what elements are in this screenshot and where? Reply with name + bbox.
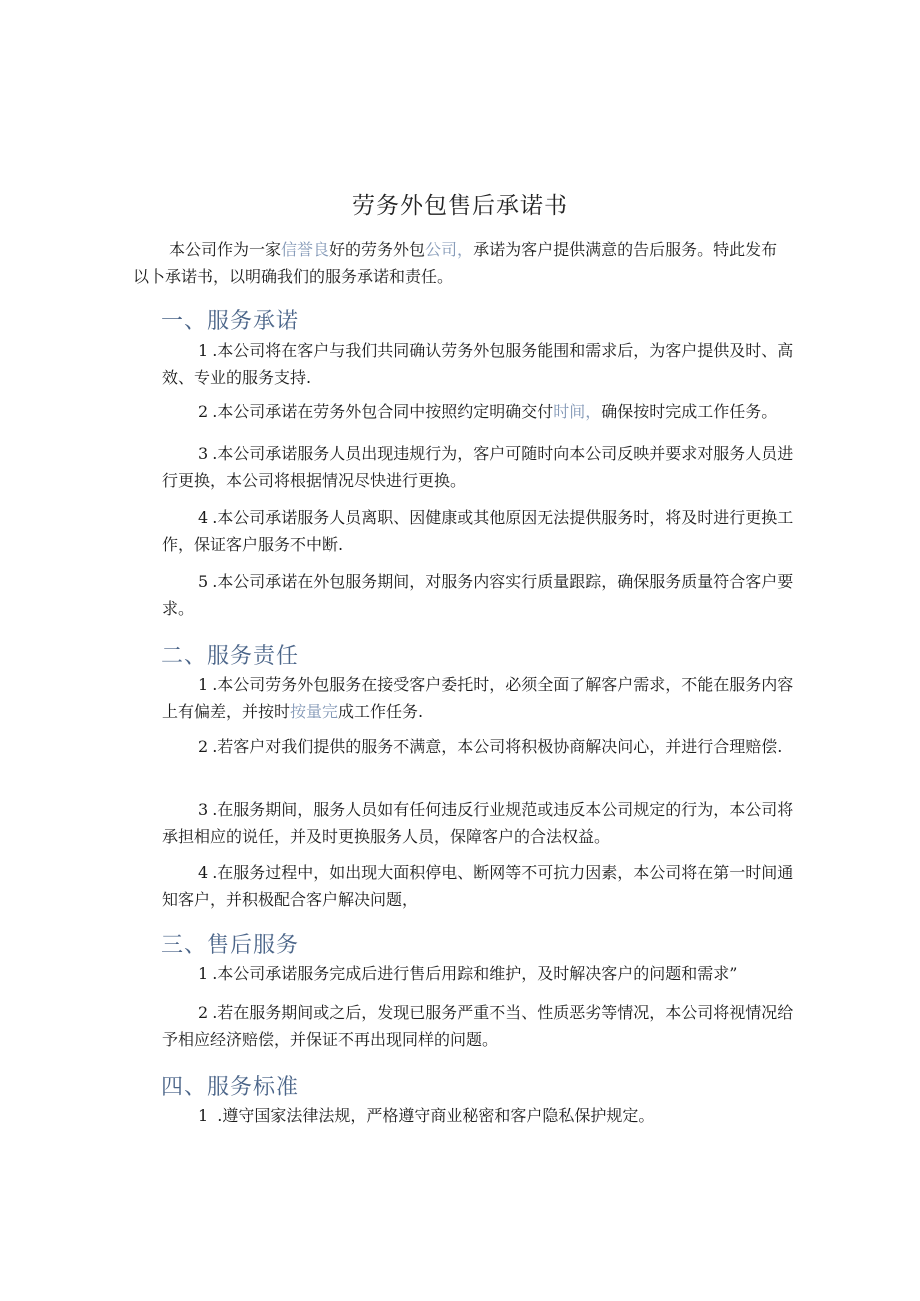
- item-text: .遵守国家法律法规，严格遵守商业秘密和客户隐私保护规定。: [212, 1106, 655, 1125]
- item-number: 1: [198, 964, 209, 983]
- item-text: .本公司承诺服务完成后进行售后用踪和维护，及时解决客户的问题和需求”: [212, 964, 738, 983]
- list-item: [162, 859, 798, 913]
- section-heading-service-responsibility: 二、服务责任: [161, 644, 300, 669]
- item-text: .若客户对我们提供的服务不满意，本公司将积极协商解决问心，并进行合理赔偿.: [212, 737, 783, 756]
- item-text: .若在服务期间或之后，发现已服务严重不当、性质恶劣等情况，本公司将视情况给予相应经济赔偿，并保证不再出现同样的问题。: [162, 1003, 794, 1049]
- intro-paragraph: [133, 236, 793, 290]
- item-highlight: 时间，: [553, 402, 602, 421]
- item-number: 1: [198, 1106, 209, 1125]
- item-number: 2: [198, 737, 209, 756]
- intro-text: 承诺为客户提供满意的告后服务。特此发布以卜承诺书，以明确我们的服务承诺和责任。: [133, 240, 778, 286]
- item-number: 1: [198, 341, 209, 360]
- list-item: [162, 960, 798, 987]
- section-heading-after-sales-service: 三、售后服务: [161, 933, 300, 958]
- item-text: .本公司承诺在外包服务期间，对服务内容实行质量跟踪，确保服务质量符合客户要求。: [162, 572, 794, 618]
- item-number: 2: [198, 1003, 209, 1022]
- intro-highlight: 公司，: [425, 240, 474, 259]
- list-item: [162, 568, 798, 622]
- item-text: .在服务期间，服务人员如有任何违反行业规范或违反本公司规定的行为，本公司将承担相应的说任，并及时更换服务人员，保障客户的合法权益。: [162, 800, 794, 846]
- list-item: [162, 671, 798, 725]
- section-heading-service-standard: 四、服务标准: [161, 1075, 300, 1100]
- document-title: 劳务外包售后承诺书: [352, 193, 568, 219]
- item-highlight: 按量完: [290, 702, 339, 721]
- list-item: [162, 398, 798, 425]
- item-number: 3: [198, 800, 209, 819]
- item-number: 1: [198, 675, 209, 694]
- intro-text: 本公司作为一家: [169, 240, 282, 259]
- item-text: .本公司承诺在劳务外包合同中按照约定明确交付: [212, 402, 554, 421]
- item-text: .在服务过程中，如出现大面积停电、断网等不可抗力因素，本公司将在第一时间通知客户，并积极配合客户解决问题，: [162, 863, 794, 909]
- item-number: 3: [198, 444, 209, 463]
- item-text: 成工作任务.: [338, 702, 424, 721]
- item-text: .本公司将在客户与我们共同确认劳务外包服务能围和需求后，为客户提供及时、高效、专业的服务支持.: [162, 341, 794, 387]
- item-text: .本公司劳务外包服务在接受客户委托时，必须全面了解客户需求，不能在服务内容上有偏差，并按时: [162, 675, 794, 721]
- item-number: 4: [198, 508, 209, 527]
- item-number: 2: [198, 402, 209, 421]
- intro-highlight: 信誉良: [281, 240, 330, 259]
- list-item: [162, 733, 798, 760]
- item-text: 确保按时完成工作任务。: [601, 402, 778, 421]
- item-text: .本公司承诺服务人员出现违规行为，客户可随时向本公司反映并要求对服务人员进行更换，本公司将根据情况尽快进行更换。: [162, 444, 794, 490]
- list-item: [162, 504, 798, 558]
- list-item: [162, 1102, 798, 1129]
- list-item: [162, 796, 798, 850]
- item-text: .本公司承诺服务人员离职、因健康或其他原因无法提供服务时，将及时进行更换工作，保证客户服务不中断.: [162, 508, 794, 554]
- item-number: 5: [198, 572, 209, 591]
- list-item: [162, 440, 798, 494]
- list-item: [162, 999, 798, 1053]
- intro-text: 好的劳务外包: [329, 240, 426, 259]
- item-number: 4: [198, 863, 209, 882]
- list-item: [162, 337, 798, 391]
- section-heading-service-commitment: 一、服务承诺: [161, 309, 300, 334]
